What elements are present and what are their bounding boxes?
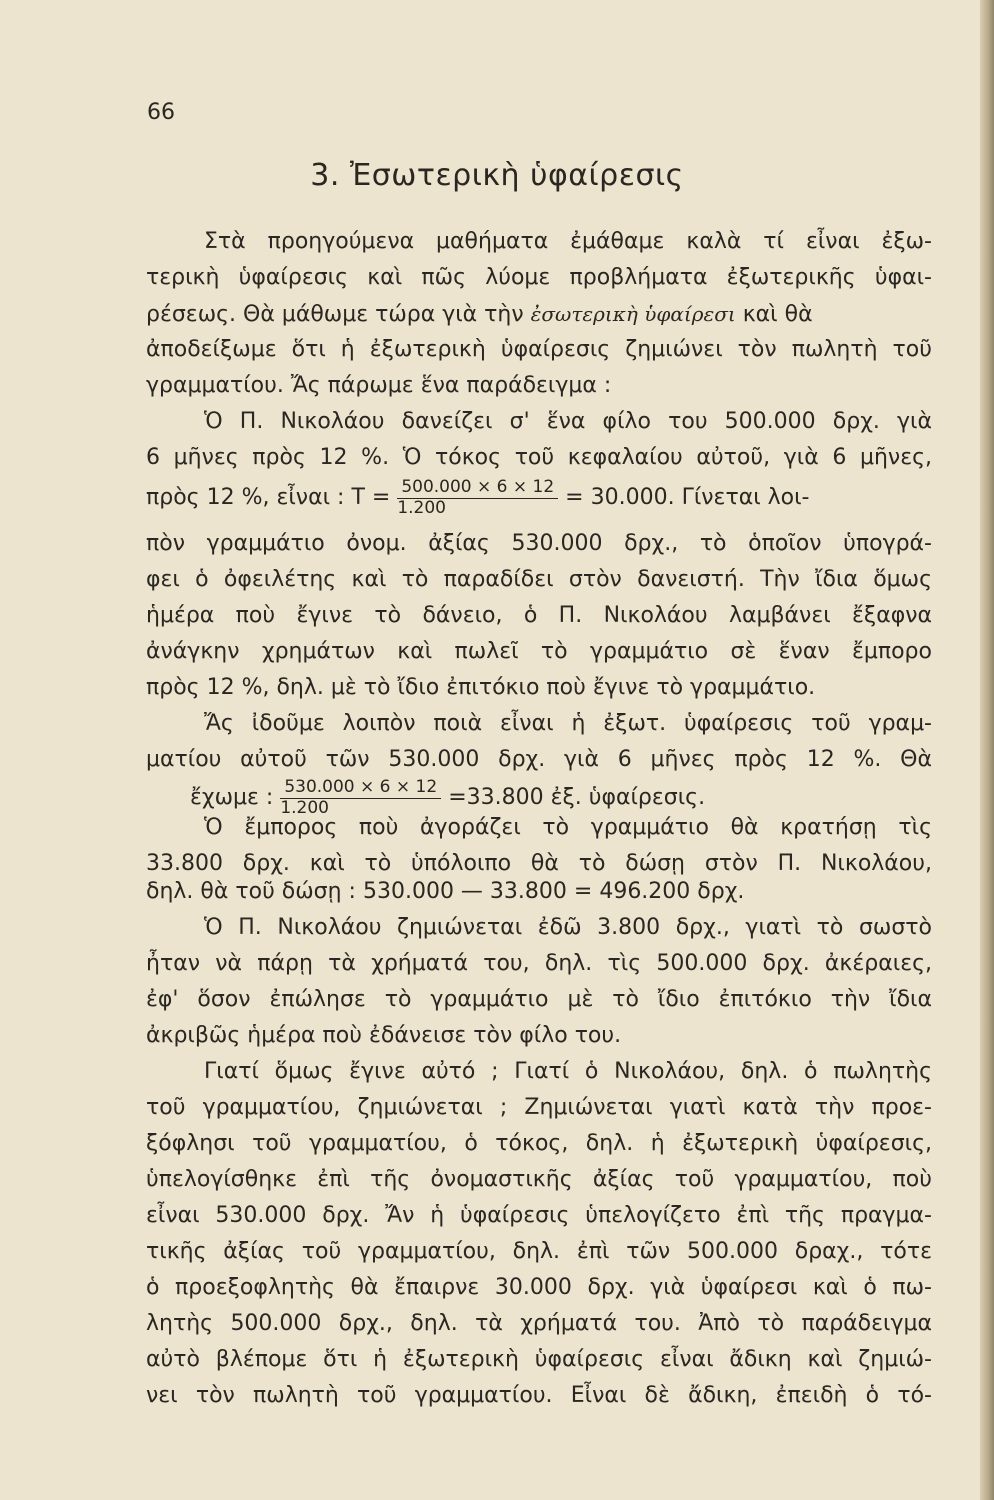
text-line [146, 298, 932, 330]
text-line: Γιατί ὅμως ἔγινε αὐτό ; Γιατί ὁ Νικολάου, δηλ. ὁ πωλητὴς [204, 1059, 932, 1084]
fraction-denominator: 1.200 [397, 497, 446, 518]
text-line: 33.800 δρχ. καὶ τὸ ὑπόλοιπο θὰ τὸ δώσῃ στὸν Π. Νικολάου, [146, 851, 932, 876]
text-line: Ὁ Π. Νικολάου δανείζει σ' ἕνα φίλο του 500.000 δρχ. γιὰ [204, 409, 932, 434]
text-line: τερικὴ ὑφαίρεσις καὶ πῶς λύομε προβλήματα ἐξωτερικῆς ὑφαι- [146, 265, 932, 290]
text-line: Στὰ προηγούμενα μαθήματα ἐμάθαμε καλὰ τί εἶναι ἐξω- [204, 229, 932, 254]
text-segment: = 30.000. Γίνεται λοι- [565, 485, 810, 510]
text-line: τικῆς ἀξίας τοῦ γραμματίου, δηλ. ἐπὶ τῶν 500.000 δραχ., τότε [146, 1239, 932, 1264]
text-line: δηλ. θὰ τοῦ δώσῃ : 530.000 — 33.800 = 496.200 δρχ. [146, 879, 745, 904]
text-line: πὸν γραμμάτιο ὀνομ. ἀξίας 530.000 δρχ., τὸ ὁποῖον ὑπογρά- [146, 531, 932, 556]
text-line: ἦταν νὰ πάρῃ τὰ χρήματά του, δηλ. τὶς 500.000 δρχ. ἀκέραιες, [146, 951, 932, 976]
text-segment: καὶ θὰ [742, 302, 813, 327]
page-edge [980, 0, 994, 1500]
text-line: Ἄς ἰδοῦμε λοιπὸν ποιὰ εἶναι ἡ ἐξωτ. ὑφαίρεσις τοῦ γραμ- [204, 711, 932, 736]
text-line: ἐφ' ὅσον ἐπώλησε τὸ γραμμάτιο μὲ τὸ ἴδιο ἐπιτόκιο τὴν ἴδια [146, 987, 932, 1012]
section-title: 3. Ἐσωτερικὴ ὑφαίρεσις [310, 158, 684, 193]
text-line: λητὴς 500.000 δρχ., δηλ. τὰ χρήματά του. Ἀπὸ τὸ παράδειγμα [146, 1311, 932, 1336]
text-line: νει τὸν πωλητὴ τοῦ γραμματίου. Εἶναι δὲ ἄδικη, ἐπειδὴ ὁ τό- [146, 1383, 932, 1408]
text-line: Ὁ Π. Νικολάου ζημιώνεται ἐδῶ 3.800 δρχ., γιατὶ τὸ σωστὸ [204, 915, 932, 940]
text-line: τοῦ γραμματίου, ζημιώνεται ; Ζημιώνεται γιατὶ κατὰ τὴν προε- [146, 1095, 932, 1120]
fraction-denominator: 1.200 [280, 797, 329, 818]
emphasis-term: ἐσωτερικὴ ὑφαίρεσι [530, 302, 736, 326]
text-line: ὑπελογίσθηκε ἐπὶ τῆς ὀνομαστικῆς ἀξίας τοῦ γραμματίου, ποὺ [146, 1167, 932, 1192]
text-line: 6 μῆνες πρὸς 12 %. Ὁ τόκος τοῦ κεφαλαίου αὐτοῦ, γιὰ 6 μῆνες, [146, 445, 932, 470]
fraction-numerator: 500.000 × 6 × 12 [397, 478, 558, 499]
text-line: ξόφλησι τοῦ γραμματίου, ὁ τόκος, δηλ. ἡ ἐξωτερικὴ ὑφαίρεσις, [146, 1131, 932, 1156]
text-line: Ὁ ἔμπορος ποὺ ἀγοράζει τὸ γραμμάτιο θὰ κρατήσῃ τὶς [204, 815, 932, 840]
fraction-numerator: 530.000 × 6 × 12 [280, 778, 441, 799]
text-line: εἶναι 530.000 δρχ. Ἄν ἡ ὑφαίρεσις ὑπελογίζετο ἐπὶ τῆς πραγμα- [146, 1203, 932, 1228]
text-line: ματίου αὐτοῦ τῶν 530.000 δρχ. γιὰ 6 μῆνες πρὸς 12 %. Θὰ [146, 747, 932, 772]
text-line: ὁ προεξοφλητὴς θὰ ἔπαιρνε 30.000 δρχ. γιὰ ὑφαίρεσι καὶ ὁ πω- [146, 1275, 932, 1300]
text-segment: πρὸς 12 %, εἶναι : [146, 485, 345, 510]
text-line: γραμματίου. Ἄς πάρωμε ἕνα παράδειγμα : [146, 373, 612, 398]
text-line: ἀνάγκην χρημάτων καὶ πωλεῖ τὸ γραμμάτιο σὲ ἕναν ἔμπορο [146, 639, 932, 664]
text-line: αὐτὸ βλέπομε ὅτι ἡ ἐξωτερικὴ ὑφαίρεσις εἶναι ἄδικη καὶ ζημιώ- [146, 1347, 932, 1372]
text-line: φει ὁ ὀφειλέτης καὶ τὸ παραδίδει στὸν δανειστή. Τὴν ἴδια ὅμως [146, 567, 932, 592]
fraction-1 [397, 478, 558, 518]
text-segment: ἔχωμε : [190, 785, 274, 810]
text-line: ἀποδείξωμε ὅτι ἡ ἐξωτερικὴ ὑφαίρεσις ζημιώνει τὸν πωλητὴ τοῦ [146, 337, 932, 362]
formula-lhs: Τ = [351, 485, 391, 510]
text-line: ἀκριβῶς ἡμέρα ποὺ ἐδάνεισε τὸν φίλο του. [146, 1023, 622, 1048]
text-segment: =33.800 ἐξ. ὑφαίρεσις. [448, 785, 706, 810]
text-line: ἡμέρα ποὺ ἔγινε τὸ δάνειο, ὁ Π. Νικολάου λαμβάνει ἔξαφνα [146, 603, 932, 628]
formula-line-1 [146, 474, 932, 522]
text-line: πρὸς 12 %, δηλ. μὲ τὸ ἴδιο ἐπιτόκιο ποὺ ἔγινε τὸ γραμμάτιο. [146, 675, 816, 700]
text-segment: ρέσεως. Θὰ μάθωμε τώρα γιὰ τὴν [146, 302, 524, 327]
page-number: 66 [147, 100, 175, 125]
